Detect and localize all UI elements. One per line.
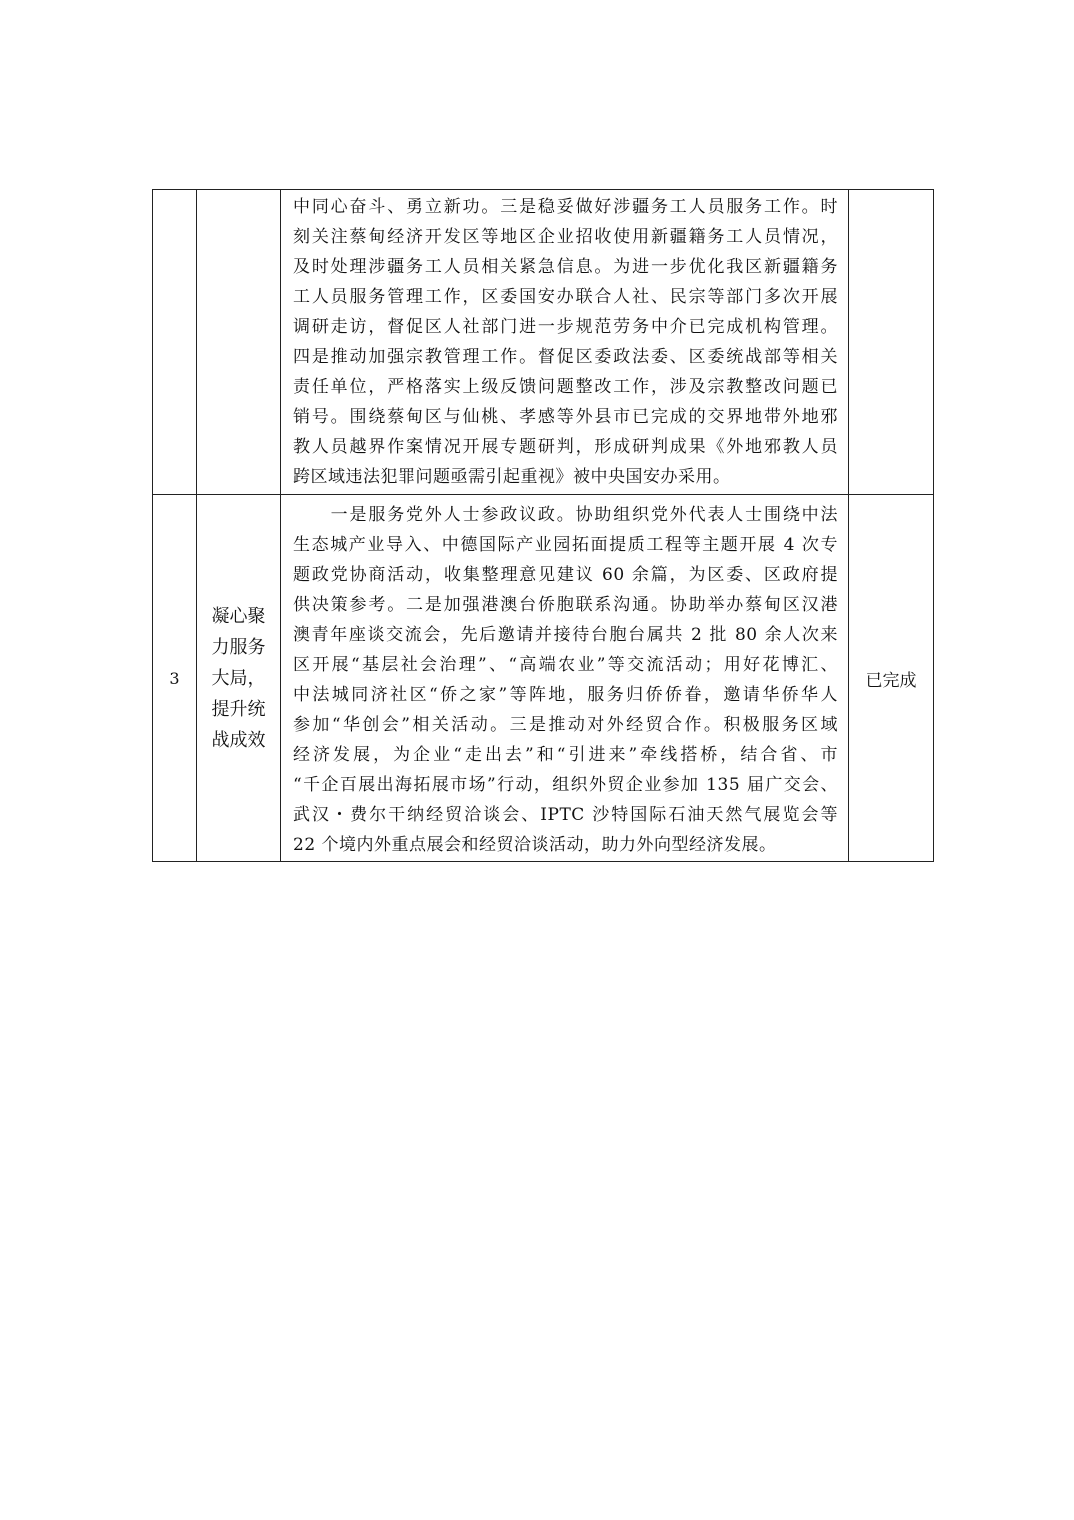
task-cell: [197, 495, 281, 862]
content-line: 题政党协商活动，收集整理意见建议 60 余篇，为区委、区政府提: [293, 565, 838, 585]
content-line: 中法城同济社区“侨之家”等阵地，服务归侨侨眷，邀请华侨华人: [293, 685, 838, 705]
content-line: 刻关注蔡甸经济开发区等地区企业招收使用新疆籍务工人员情况，: [293, 227, 838, 247]
content-line: 澳青年座谈交流会，先后邀请并接待台胞台属共 2 批 80 余人次来: [293, 625, 838, 645]
content-line: 教人员越界作案情况开展专题研判，形成研判成果《外地邪教人员: [293, 437, 838, 457]
content-line: 武汉・费尔干纳经贸洽谈会、IPTC 沙特国际石油天然气展览会等: [293, 805, 838, 825]
task-cell: [197, 190, 281, 495]
task-line: 大局，: [211, 667, 266, 689]
content-line: 工人员服务管理工作，区委国安办联合人社、民宗等部门多次开展: [293, 287, 838, 307]
table-body: [153, 190, 934, 862]
work-summary-table: [152, 189, 934, 862]
content-cell: [281, 495, 849, 862]
content-line: 跨区域违法犯罪问题亟需引起重视》被中央国安办采用。: [293, 467, 731, 487]
content-line: 生态城产业导入、中德国际产业园拓面提质工程等主题开展 4 次专: [293, 535, 838, 555]
content-line: “千企百展出海拓展市场”行动，组织外贸企业参加 135 届广交会、: [293, 775, 838, 795]
task-line: 凝心聚: [211, 605, 266, 627]
content-line: 供决策参考。二是加强港澳台侨胞联系沟通。协助举办蔡甸区汉港: [293, 595, 838, 615]
table-row: [153, 190, 934, 495]
status-cell: [849, 190, 934, 495]
task-line: 战成效: [211, 729, 266, 751]
content-line: 及时处理涉疆务工人员相关紧急信息。为进一步优化我区新疆籍务: [293, 257, 838, 277]
content-line: 经济发展，为企业“走出去”和“引进来”牵线搭桥，结合省、市: [293, 745, 838, 765]
task-line: 提升统: [211, 698, 266, 720]
row-number-cell: 3: [153, 495, 197, 862]
content-line: 一是服务党外人士参政议政。协助组织党外代表人士围绕中法: [293, 505, 838, 525]
task-line: 力服务: [211, 636, 266, 658]
content-line: 责任单位，严格落实上级反馈问题整改工作，涉及宗教整改问题已: [293, 377, 838, 397]
content-line: 调研走访，督促区人社部门进一步规范劳务中介已完成机构管理。: [293, 317, 838, 337]
content-cell: [281, 190, 849, 495]
status-cell: 已完成: [849, 495, 934, 862]
content-line: 22 个境内外重点展会和经贸洽谈活动，助力外向型经济发展。: [293, 835, 777, 855]
table-row: [153, 495, 934, 862]
content-line: 四是推动加强宗教管理工作。督促区委政法委、区委统战部等相关: [293, 347, 838, 367]
row-number-cell: [153, 190, 197, 495]
content-line: 中同心奋斗、勇立新功。三是稳妥做好涉疆务工人员服务工作。时: [293, 197, 838, 217]
content-line: 区开展“基层社会治理”、“高端农业”等交流活动；用好花博汇、: [293, 655, 838, 675]
content-line: 销号。围绕蔡甸区与仙桃、孝感等外县市已完成的交界地带外地邪: [293, 407, 838, 427]
content-line: 参加“华创会”相关活动。三是推动对外经贸合作。积极服务区域: [293, 715, 838, 735]
